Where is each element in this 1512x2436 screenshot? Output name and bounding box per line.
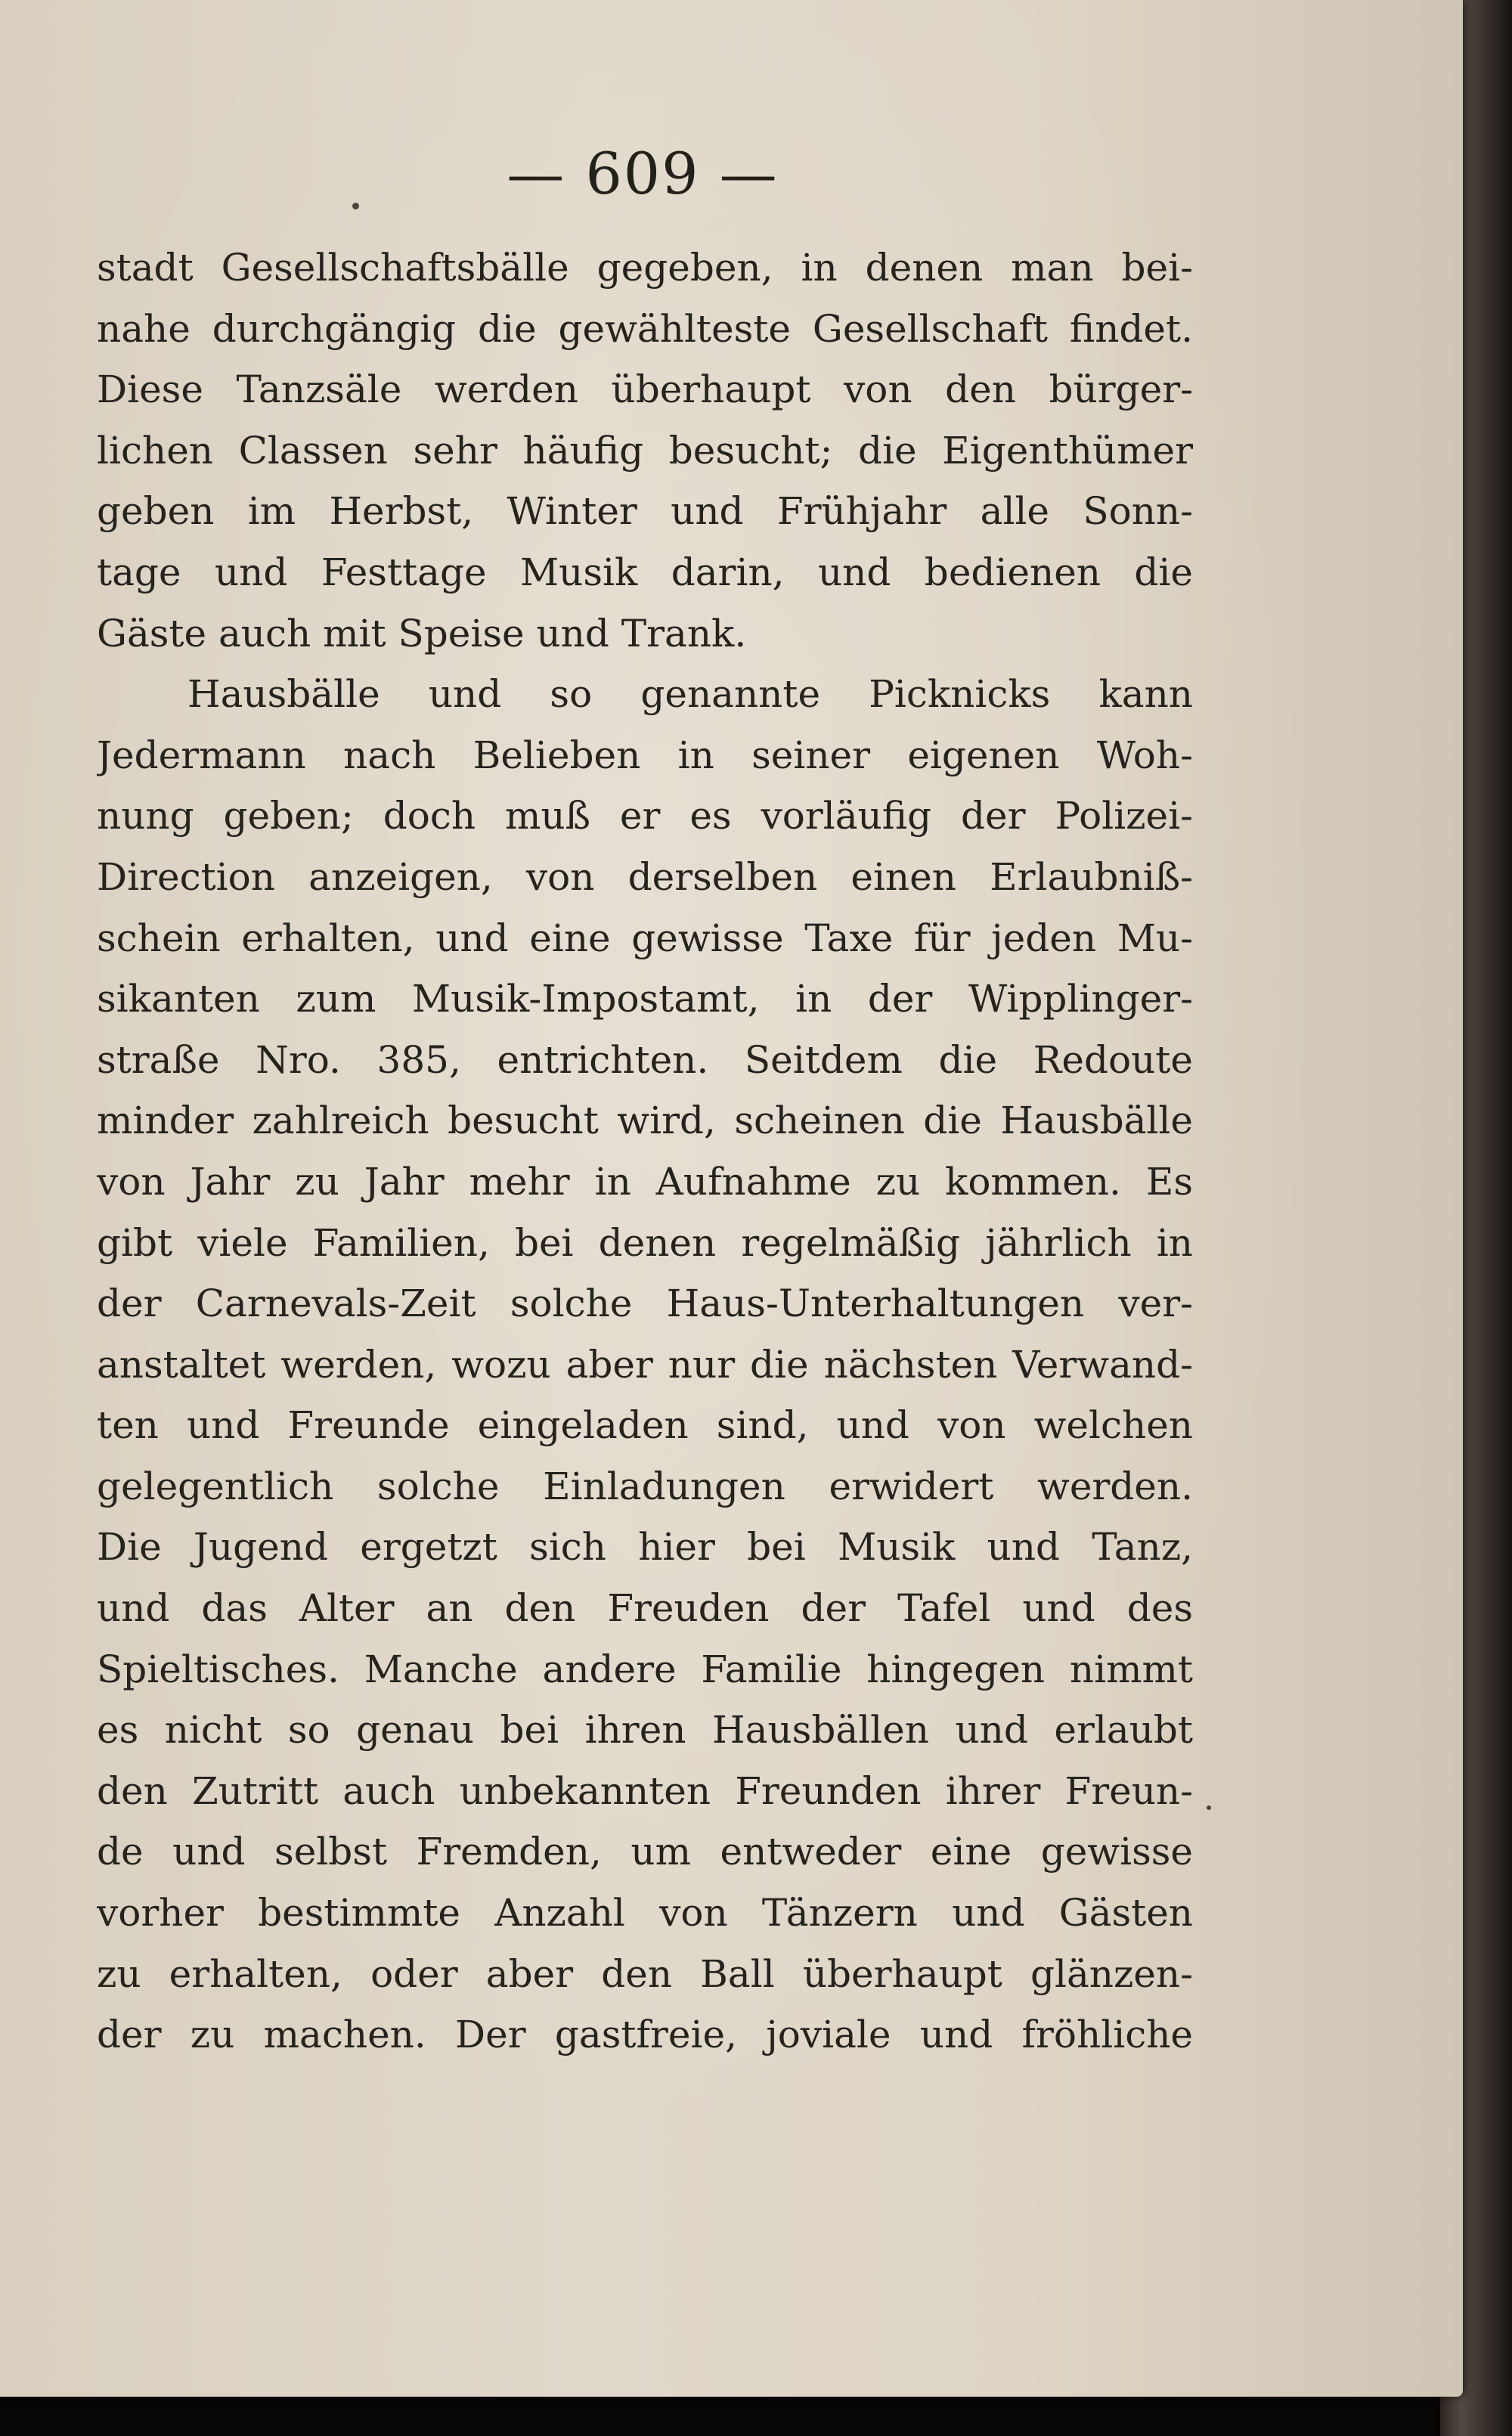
- text-line: gelegentlich solche Einladungen erwidert werden.: [97, 1464, 1193, 1508]
- body-text: [97, 237, 1193, 2066]
- text-line: ten und Freunde eingeladen sind, und von welchen: [97, 1403, 1193, 1448]
- text-line: nahe durchgängig die gewählteste Gesellschaft findet.: [97, 306, 1193, 351]
- text-line: geben im Herbst, Winter und Frühjahr alle Sonn-: [97, 489, 1193, 534]
- text-line: Jedermann nach Belieben in seiner eigenen Woh-: [97, 733, 1193, 777]
- text-line: Gäste auch mit Speise und Trank.: [97, 611, 747, 655]
- text-line: schein erhalten, und eine gewisse Taxe für jeden Mu-: [97, 916, 1193, 960]
- text-line: es nicht so genau bei ihren Hausbällen und erlaubt: [97, 1708, 1193, 1753]
- text-line: vorher bestimmte Anzahl von Tänzern und Gästen: [97, 1891, 1193, 1935]
- text-line: zu erhalten, oder aber den Ball überhaupt glänzen-: [97, 1951, 1193, 1996]
- text-line: lichen Classen sehr häufig besucht; die Eigenthümer: [97, 428, 1193, 473]
- text-line: und das Alter an den Freuden der Tafel und des: [97, 1586, 1193, 1631]
- text-line: Direction anzeigen, von derselben einen Erlaubniß-: [97, 854, 1193, 899]
- text-line: anstaltet werden, wozu aber nur die nächsten Verwand-: [97, 1342, 1193, 1387]
- text-line: der Carnevals-Zeit solche Haus-Unterhaltungen ver-: [97, 1282, 1193, 1326]
- text-line: Diese Tanzsäle werden überhaupt von den bürger-: [97, 367, 1193, 412]
- text-line: stadt Gesellschaftsbälle gegeben, in denen man bei-: [97, 246, 1193, 290]
- text-line: de und selbst Fremden, um entweder eine gewisse: [97, 1830, 1193, 1874]
- text-line: minder zahlreich besucht wird, scheinen die Hausbälle: [97, 1099, 1193, 1143]
- text-line: Spieltisches. Manche andere Familie hingegen nimmt: [97, 1647, 1193, 1691]
- ink-speck: [1207, 1805, 1211, 1810]
- text-line: Hausbälle und so genannte Picknicks kann: [187, 672, 1193, 717]
- ink-speck: [352, 203, 359, 209]
- page-number: — 609 —: [507, 140, 779, 207]
- text-line: Die Jugend ergetzt sich hier bei Musik und Tanz,: [97, 1525, 1193, 1570]
- text-line: von Jahr zu Jahr mehr in Aufnahme zu kommen. Es: [97, 1159, 1193, 1204]
- text-line: sikanten zum Musik-Impostamt, in der Wipplinger-: [97, 977, 1193, 1021]
- text-line: straße Nro. 385, entrichten. Seitdem die Redoute: [97, 1037, 1193, 1082]
- text-line: tage und Festtage Musik darin, und bedienen die: [97, 550, 1193, 594]
- text-line: nung geben; doch muß er es vorläufig der Polizei-: [97, 794, 1193, 838]
- text-line: gibt viele Familien, bei denen regelmäßig jährlich in: [97, 1220, 1193, 1265]
- text-line: den Zutritt auch unbekannten Freunden ihrer Freun-: [97, 1768, 1193, 1813]
- text-line: der zu machen. Der gastfreie, joviale und fröhliche: [97, 2013, 1193, 2057]
